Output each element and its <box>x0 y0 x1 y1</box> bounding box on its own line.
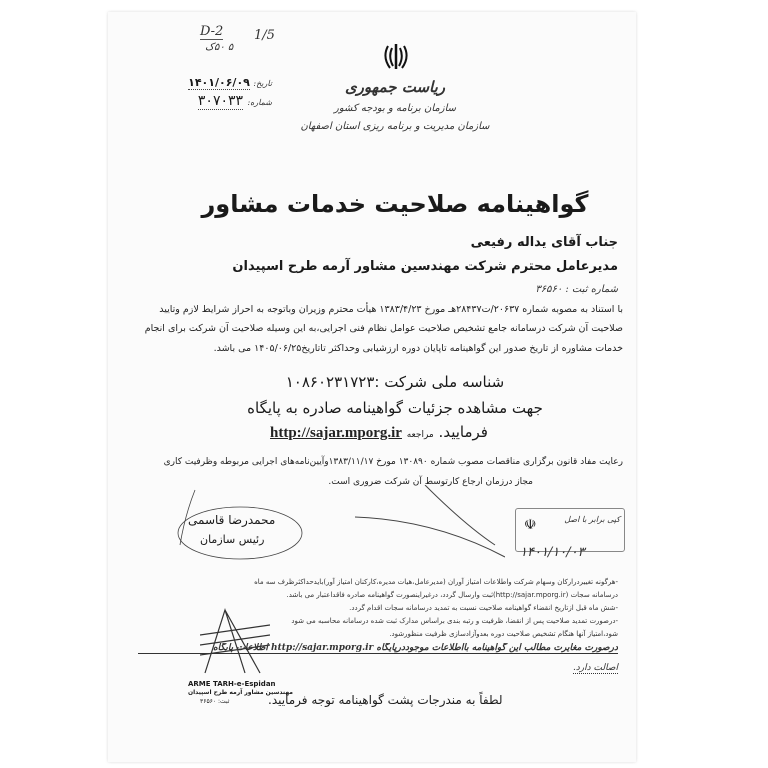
note-line: درسامانه سجات (http://sajar.mporg.ir)ثبت وارسال گردد، درغیراینصورت گواهینامه صادره فاقداعتبار می باشد. <box>286 591 618 599</box>
company-stamp-reg: ثبت: ۳۶۵۶۰ <box>200 698 230 705</box>
national-id: شناسه ملی شرکت :۱۰۸۶۰۲۳۱۷۲۳ <box>285 373 505 391</box>
certificate-title: گواهینامه صلاحیت خدمات مشاور <box>201 190 589 218</box>
signature-scribble-icon <box>175 485 505 575</box>
note-line: شود،امتیاز آنها هنگام تشخیص صلاحیت دوره بعدوآزادسازی ظرفیت منظورشود. <box>389 630 618 638</box>
note-line: -هرگونه تغییردرارکان وسهام شرکت واطلاعات امتیاز آوران (مدیرعامل،هیات مدیره،کارکنان امتیاز آور)بایدحداکثرظرف سه ماه <box>254 578 618 586</box>
note-line: -درصورت تمدید صلاحیت پس از انقضا، ظرفیت و رتبه بندی براساس مدارک ثبت شده درسامانه محاسبه می شود <box>291 617 618 625</box>
number-value: ۳۰۷۰۳۳ <box>197 93 244 109</box>
iran-emblem-icon <box>382 42 410 72</box>
url-suffix-small: مراجعه <box>406 430 434 440</box>
handwritten-code: D-2 <box>200 24 224 39</box>
date-label: تاریخ: <box>253 79 272 88</box>
body-line: صلاحیت آن شرکت درسامانه جامع تشخیص صلاحیت عوامل نظام فنی اجرایی،به این وسیله صلاحیت آن شرکت برای انجام <box>144 323 623 334</box>
footer-note: لطفاً به مندرجات پشت گواهینامه توجه فرمایید. <box>268 693 503 707</box>
note-line: -شش ماه قبل ازتاریخ انقضاء گواهینامه صلاحیت نسبت به تمدید درسامانه سجات اقدام گردد. <box>349 604 618 612</box>
company-stamp-latin: ARME TARH-e-Espidan <box>188 680 276 688</box>
body-line: خدمات مشاوره از تاریخ صدور این گواهینامه تاپایان دوره ارزشیابی وحداکثر تاتاریخ۱۴۰۵/۰۶/۲۵ می باشد. <box>213 343 623 354</box>
stamp-date: ۱۴۰۱/۱۰/۰۳ <box>520 545 585 560</box>
warning-line-2: اصالت دارد. <box>572 663 618 673</box>
recipient-name: جناب آقای یداله رفیعی <box>470 235 618 250</box>
registration-number: شماره ثبت : ۳۶۵۶۰ <box>535 284 618 295</box>
number-label: شماره: <box>247 98 272 107</box>
compliance-line: مجاز درزمان ارجاع کارتوسط آن شرکت ضروری است. <box>328 477 533 487</box>
sajar-link[interactable]: http://sajar.mporg.ir <box>270 425 402 441</box>
signatory-name: محمدرضا قاسمی <box>188 513 276 527</box>
stamp-emblem-icon: ☫ <box>524 517 537 533</box>
details-line: جهت مشاهده جزئیات گواهینامه صادره به پایگاه <box>247 399 543 417</box>
number-field <box>172 93 272 109</box>
handwritten-fraction: 1/5 <box>254 28 275 43</box>
recipient-position: مدیرعامل محترم شرکت مهندسین مشاور آرمه طرح اسپیدان <box>232 259 618 274</box>
url-line <box>270 423 488 442</box>
compliance-line: رعایت مفاد قانون برگزاری مناقصات مصوب شماره ۱۳۰۸۹۰ مورخ ۱۳۸۳/۱۱/۱۷وآیین‌نامه‌های اجرایی مربوطه وظرفیت کاری <box>163 457 623 467</box>
letterhead-presidency: ریاست جمهوری <box>344 78 446 96</box>
company-logo-icon <box>200 605 270 675</box>
date-field <box>172 76 272 89</box>
date-value: ۱۴۰۱/۰۶/۰۹ <box>188 76 250 89</box>
letterhead-org: سازمان برنامه و بودجه کشور <box>333 103 457 114</box>
company-stamp-persian: مهندسین مشاور آرمه طرح اسپیدان <box>188 689 294 696</box>
stamp-text: کپی برابر با اصل <box>564 515 620 524</box>
signatory-title: رئیس سازمان <box>200 533 265 546</box>
letterhead-province: سازمان مدیریت و برنامه ریزی استان اصفهان <box>300 121 490 132</box>
url-suffix: فرمایید. <box>438 423 488 441</box>
body-line: با استناد به مصوبه شماره ۲۰۶۳۷/ت۲۸۴۳۷هـ مورخ ۱۳۸۳/۴/۲۳ هیأت محترم وزیران وباتوجه به احراز شرایط لازم وتایید <box>159 304 623 315</box>
warning-line: درصورت مغایرت مطالب این گواهینامه بااطلاعات موجوددرپایگاه http://sajar.mporg.ir اطلاعات پایگاه <box>138 643 618 654</box>
handwritten-sub: ۵ ۵۰ک <box>205 42 234 53</box>
